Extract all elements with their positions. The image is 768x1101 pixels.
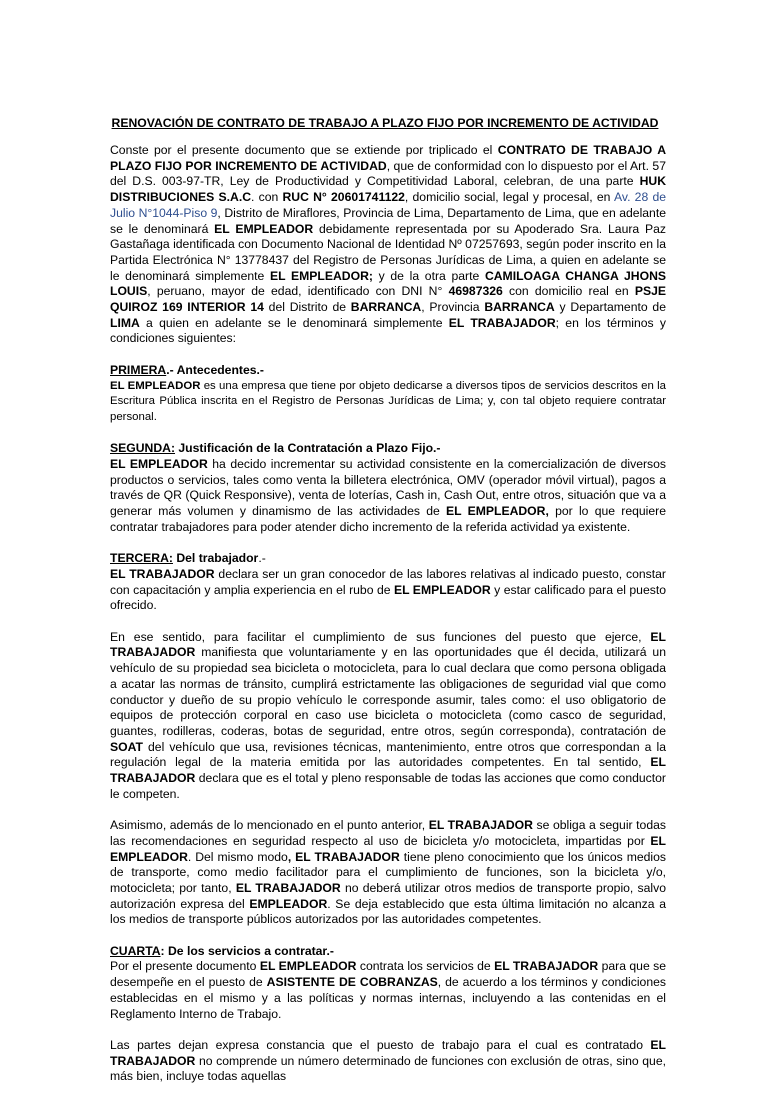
bold-text-run: CONTRATO DE TRABAJO A PLAZO FIJO POR INCREMENTO DE ACTIVIDAD <box>110 143 666 173</box>
clause-segunda-body <box>110 457 666 536</box>
text-run: con domicilio real en <box>502 284 635 299</box>
bold-text-run: LIMA <box>110 315 140 330</box>
bold-text-run: 46987326 <box>448 284 503 299</box>
text-run: por lo que requiere contratar trabajadores para poder atender dicho incremento de la referida actividad ya existente. <box>110 504 666 534</box>
text-run: tiene pleno conocimiento que los únicos medios de transporte, como medio facilitador para el cumplimiento de funciones, son la bicicleta y/o, motocicleta; por tanto, <box>110 849 667 895</box>
clause-cuarta-heading <box>110 944 666 960</box>
text-run: . con <box>251 190 283 205</box>
clause-primera-heading <box>110 363 666 379</box>
text-run: y de la otra parte <box>372 268 485 283</box>
text-run: debidamente representada por su Apoderado Sra. Laura Paz Gastañaga identificada con Documento Nacional de Identidad Nº 07257693, según poder inscrito en la Partida Electrónica N° 13778437 del Registro de Personas Jurídicas de Lima, a quien en adelante se le denominará simplemente <box>110 221 666 283</box>
clause-tercera-title: Del trabajador <box>172 551 259 566</box>
text-run: En ese sentido, para facilitar el cumplimiento de sus funciones del puesto que ejerce, <box>110 629 651 644</box>
text-run: no deberá utilizar otros medios de transporte propio, salvo autorización expresa del <box>110 880 666 911</box>
text-run: . Se deja establecido que esta última limitación no alcanza a los medios de transporte públicos autorizados por las autoridades competentes. <box>110 896 667 927</box>
bold-text-run: EL EMPLEADOR <box>110 833 666 864</box>
text-run: Av. 28 de Julio N°1044-Piso 9 <box>110 190 667 220</box>
bold-text-run: ASISTENTE DE COBRANZAS <box>266 975 438 990</box>
text-run: ha decido incrementar su actividad consistente en la comercialización de diversos productos o servicios, tales como venta la billetera electrónica, OMV (operador móvil virtual), pagos a través de QR (Quick Responsive), venta de loterías, Cash in, Cash Out, entre otros, situación que va a generar más volumen y dinamismo de las actividades de <box>110 457 666 519</box>
clause-segunda-title: Justificación de la Contratación a Plazo Fijo.- <box>175 441 441 456</box>
text-run: declara ser un gran conocedor de las labores relativas al indicado puesto, constar con capacitación y amplia experiencia en el rubo de <box>110 566 666 597</box>
bold-text-run: RUC N° 20601741122 <box>282 190 405 205</box>
text-run: . Del mismo modo <box>187 849 288 864</box>
text-run: , de acuerdo a los términos y condiciones establecidas en el mismo y a las políticas y normas internas, incluyendo a las contenidas en el Reglamento Interno de Trabajo. <box>110 975 666 1021</box>
text-run: Conste por el presente documento que se extiende por triplicado el <box>110 143 498 157</box>
bold-text-run: CAMILOAGA CHANGA JHONS LOUIS <box>110 268 667 299</box>
clause-segunda-label: SEGUNDA: <box>110 441 176 456</box>
bold-text-run: EL TRABAJADOR <box>235 880 341 895</box>
clause-segunda-heading <box>110 441 666 457</box>
text-run: declara que es el total y pleno responsable de todas las acciones que como conductor le competen. <box>110 771 666 801</box>
text-run: se obliga a seguir todas las recomendaciones en seguridad respecto al uso de bicicleta y/o motocicleta, impartidas por <box>110 818 666 848</box>
bold-text-run: EL EMPLEADOR <box>393 582 491 597</box>
text-run: ; en los términos y condiciones siguientes: <box>110 315 666 346</box>
document-body <box>110 143 666 1101</box>
text-run: , Provincia <box>421 300 485 315</box>
text-run: , domicilio social, legal y procesal, en <box>404 190 614 205</box>
bold-text-run: EL EMPLEADOR, <box>446 504 549 519</box>
bold-text-run: EL TRABAJADOR <box>428 818 533 833</box>
bold-text-run: EL TRABAJADOR <box>110 566 215 581</box>
paragraph-en-ese-sentido <box>110 630 666 803</box>
clause-cuarta-title: : De los servicios a contratar.- <box>160 943 334 958</box>
bold-text-run: EL TRABAJADOR <box>448 315 556 330</box>
text-run: a quien en adelante se le denominará simplemente <box>139 315 449 330</box>
bold-text-run: EL TRABAJADOR <box>494 959 599 974</box>
clause-tercera-label: TERCERA: <box>110 551 173 566</box>
bold-text-run: PSJE QUIROZ 169 INTERIOR 14 <box>110 284 666 315</box>
clause-tercera-body <box>110 567 666 614</box>
text-run: y estar calificado para el puesto ofrecido. <box>110 582 666 613</box>
text-run: contrata los servicios de <box>356 959 495 974</box>
clause-primera-title: .- Antecedentes.- <box>166 362 264 377</box>
bold-text-run: EL TRABAJADOR <box>110 1037 666 1068</box>
text-run: Las partes dejan expresa constancia que el puesto de trabajo para el cual es contratado <box>110 1037 651 1052</box>
clause-tercera-heading <box>110 551 666 567</box>
bold-text-run: BARRANCA <box>484 300 555 315</box>
paragraph-las-partes <box>110 1038 666 1085</box>
text-run: no comprende un número determinado de funciones con exclusión de otras, sino que, más bien, incluye todas aquellas <box>110 1053 666 1084</box>
clause-primera-label: PRIMERA <box>110 362 167 377</box>
clause-cuarta-label: CUARTA <box>110 943 161 958</box>
bold-text-run: EL EMPLEADOR <box>110 457 208 472</box>
bold-text-run: SOAT <box>110 739 143 754</box>
clause-cuarta-body <box>110 959 666 1022</box>
bold-text-run: EL TRABAJADOR <box>110 755 666 786</box>
text-run: para que se desempeñe en el puesto de <box>110 959 666 990</box>
bold-text-run: EL TRABAJADOR <box>110 629 666 660</box>
text-run: , Distrito de Miraflores, Provincia de Lima, Departamento de Lima, que en adelante se le denominará <box>110 205 667 236</box>
text-run: es una empresa que tiene por objeto dedicarse a diversos tipos de servicios descritos en la Escritura Pública inscrita en el Registro de Personas Jurídicas de Lima; y, con tal objeto requiere contratar personal. <box>110 379 666 423</box>
intro-paragraph <box>110 143 666 347</box>
bold-text-run: HUK DISTRIBUCIONES S.A.C <box>110 174 666 205</box>
bold-text-run: BARRANCA <box>350 300 422 315</box>
text-run: del vehículo que usa, revisiones técnicas, mantenimiento, entre otros que correspondan a la regulación legal de la materia emitida por las autoridades competentes. En tal sentido, <box>110 739 666 770</box>
text-run: manifiesta que voluntariamente y en las oportunidades que él decida, utilizará un vehículo de su propiedad sea bicicleta o motocicleta, para lo cual declara que como persona obligada a acatar las normas de tránsito, cumplirá estrictamente las obligaciones de seguridad vial que como conductor y dueño de su propio vehículo le corresponde asumir, tales como: el uso obligatorio de equipos de protección corporal en caso use bicicleta o motocicleta (como casco de seguridad, guantes, rodilleras, coderas, botas de seguridad, entre otros, según corresponda), contratación de <box>110 645 666 738</box>
paragraph-asimismo <box>110 818 666 928</box>
bold-text-run: EMPLEADOR <box>249 896 328 911</box>
text-run: , peruano, mayor de edad, identificado con DNI N° <box>147 284 449 299</box>
text-run: , que de conformidad con lo dispuesto por el Art. 57 del D.S. 003-97-TR, Ley de Productividad y Competitividad Laboral, celebran, de una parte <box>110 158 666 189</box>
text-run: del Distrito de <box>263 300 351 315</box>
text-run: Por el presente documento <box>110 959 260 974</box>
bold-text-run: EL EMPLEADOR <box>259 959 357 974</box>
clause-tercera-title-tail: .- <box>258 551 266 566</box>
text-run: y Departamento de <box>554 300 666 315</box>
bold-text-run: EL EMPLEADOR; <box>269 268 373 283</box>
bold-text-run: EL EMPLEADOR <box>110 379 201 392</box>
bold-text-run: EL EMPLEADOR <box>214 221 314 236</box>
clause-primera-body <box>110 379 666 426</box>
text-run: Asimismo, además de lo mencionado en el punto anterior, <box>110 818 429 833</box>
bold-text-run: , EL TRABAJADOR <box>287 849 400 864</box>
document-title: RENOVACIÓN DE CONTRATO DE TRABAJO A PLAZO FIJO POR INCREMENTO DE ACTIVIDAD <box>111 116 659 130</box>
